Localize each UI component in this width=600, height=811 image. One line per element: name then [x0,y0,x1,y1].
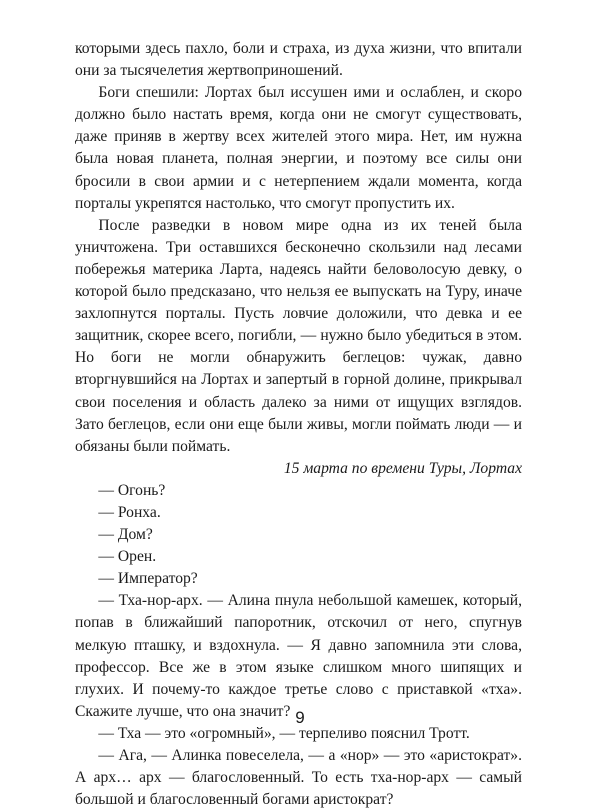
date-line: 15 марта по времени Туры, Лортах [283,459,522,477]
paragraph: Боги спешили: Лортах был иссушен ими и ослаблен, и скоро должно было настать время, когда они не смогут существовать, даже приняв в жертву всех жителей этого мира. Нет, им нужна была новая планета, полная энергии, и поэтому все силы они бросили в свои армии и с нетерпением ждали момента, когда порталы укрепятся настолько, что смогут пропустить их. [75,84,522,212]
paragraph: После разведки в новом мире одна из их теней была уничтожена. Три оставшихся бесконечно скользили над лесами побережья материка Ларта, надеясь найти беловолосую девку, о которой было предсказано, что нельзя ее выпускать на Туру, иначе захлопнутся порталы. Пусть ловчие доложили, что девка и ее защитник, скорее всего, погибли, — нужно было убедиться в этом. Но боги не могли обнаружить беглецов: чужак, давно вторгнувшийся на Лортах и запертый в горной долине, прикрывал свои поселения и область далеко за ними от ищущих взглядов. Зато беглецов, если они еще были живы, могли поймать люди — и обязаны были поймать. [75,216,522,455]
page-number: 9 [295,708,305,727]
dialogue-line: — Император? [98,570,198,588]
dialogue-line: — Ронха. [98,503,161,521]
dialogue-line: — Тха — это «огромный», — терпеливо пояснил Тротт. [98,724,470,742]
dialogue-line: — Тха-нор-арх. — Алина пнула небольшой камешек, который, попав в ближайший папоротник, отскочил от него, спугнув мелкую пташку, и вздохнула. — Я давно запомнила эти слова, профессор. Все же в этом языке слишком много шипящих и глухих. И почему-то каждое третье слово с приставкой «тха». Скажите лучше, что она значит? [75,592,522,720]
dialogue-line: — Ага, — Алинка повеселела, — а «нор» — это «аристократ». А арх… арх — благословенный. То есть тха-нор-арх — самый большой и благословенный богами аристократ? [75,747,522,809]
paragraph: которыми здесь пахло, боли и страха, из духа жизни, что впитали они за тысячелетия жертвоприношений. [75,40,522,80]
page-text [75,38,522,811]
dialogue-line: — Дом? [98,526,153,544]
dialogue-line: — Орен. [98,548,157,566]
dialogue-line: — Огонь? [98,481,166,499]
